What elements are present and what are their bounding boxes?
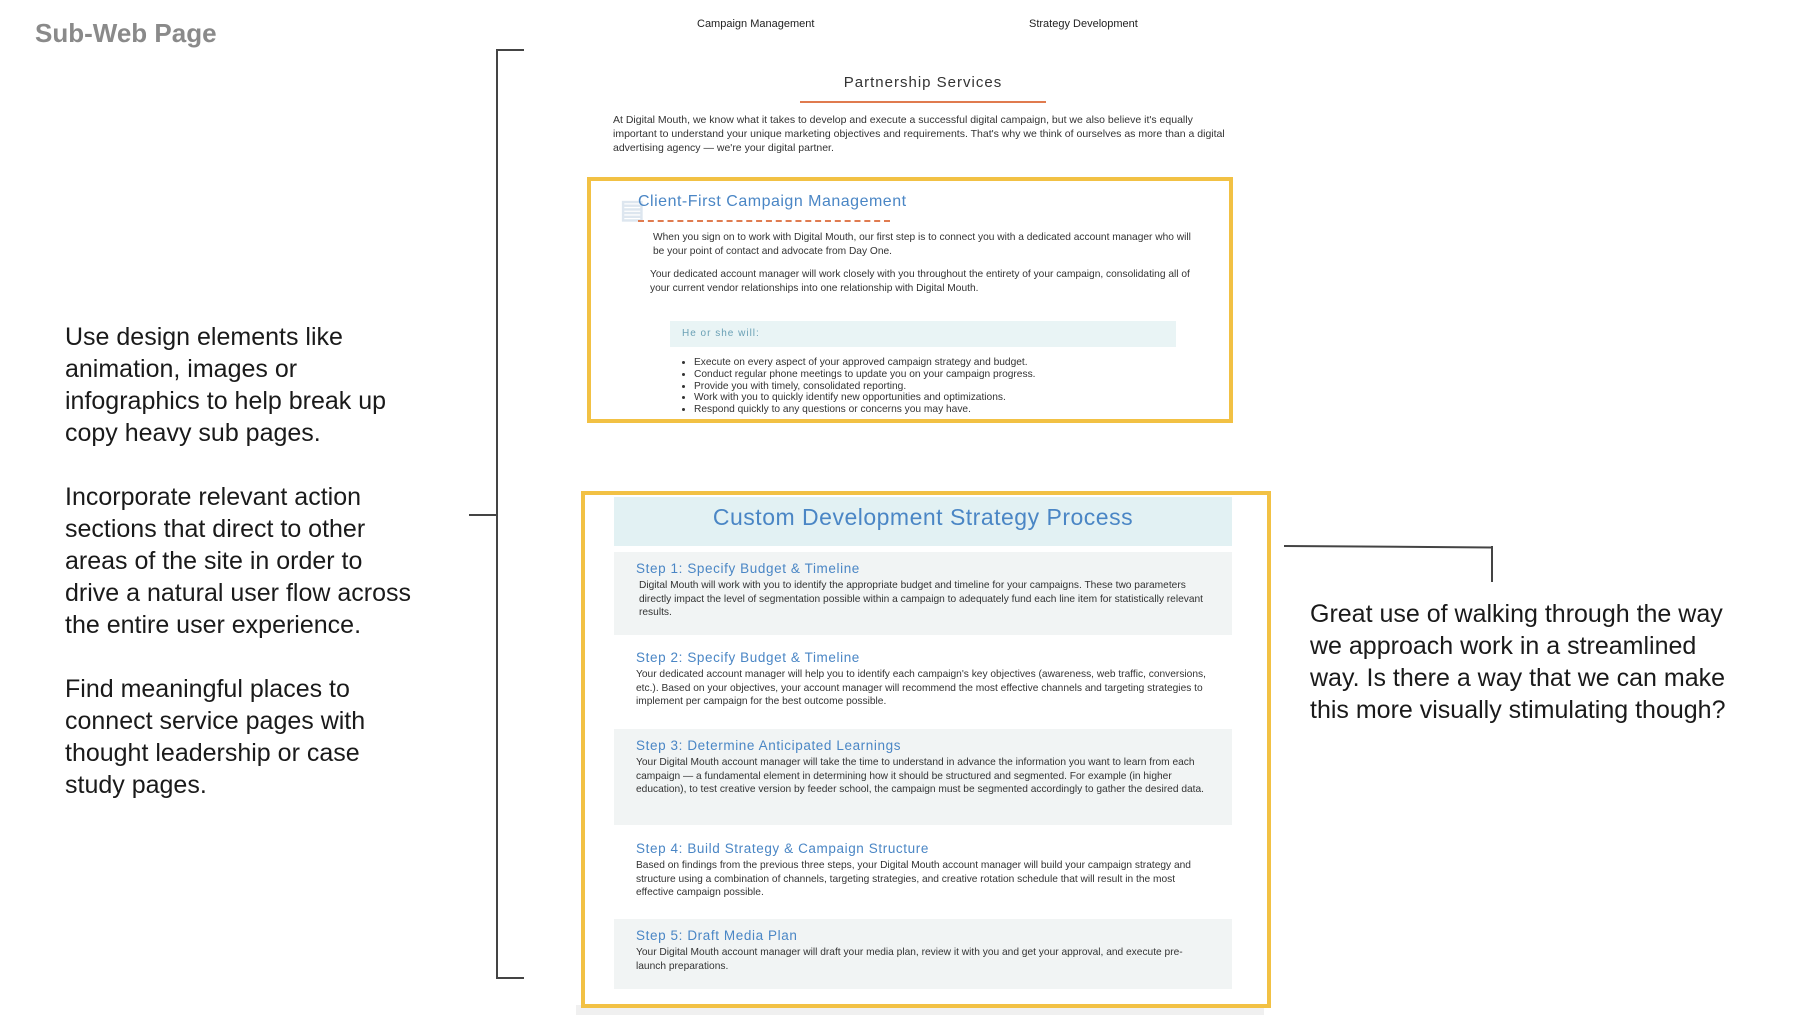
list-item: • Respond quickly to any questions or concerns you may have. [694, 404, 1036, 416]
campaign-section-title: Client-First Campaign Management [638, 193, 907, 210]
step-title: Step 1: Specify Budget & Timeline [636, 561, 860, 576]
step-text: Your Digital Mouth account manager will take the time to understand in advance the information you want to learn from each campaign — a fundamental element in determining how it should be structured and segmented. For example (in higher education), to test creative version by feeder school, the campaign must be segmented accordingly to gather the desired data. [636, 757, 1204, 795]
strategy-step [614, 729, 1232, 825]
list-item: • Work with you to quickly identify new opportunities and optimizations. [694, 392, 1036, 404]
left-note: Find meaningful places to connect service pages with thought leadership or case study pages. [65, 675, 366, 799]
list-item: • Provide you with timely, consolidated reporting. [694, 381, 1036, 393]
strategy-step [614, 552, 1232, 635]
campaign-paragraph: When you sign on to work with Digital Mouth, our first step is to connect you with a dedicated account manager who will be your point of contact and advocate from Day One. [653, 232, 1191, 257]
partnership-intro: At Digital Mouth, we know what it takes to develop and execute a successful digital campaign, but we also believe it's equally important to understand your unique marketing objectives and requirements. That's why we think of ourselves as more than a digital advertising agency — we're your digital partner. [613, 114, 1225, 154]
step-title: Step 3: Determine Anticipated Learnings [636, 738, 902, 753]
page-title: Sub-Web Page [35, 18, 217, 48]
connector-line [1284, 545, 1492, 548]
step-text: Your Digital Mouth account manager will draft your media plan, review it with you and get your approval, and execute pre-launch preparations. [636, 947, 1183, 972]
partnership-title [800, 74, 1046, 92]
left-notes [65, 321, 485, 833]
strategy-step [614, 919, 1232, 989]
step-text: Based on findings from the previous three steps, your Digital Mouth account manager will build your campaign strategy and structure using a combination of channels, targeting strategies, and creative rotation schedule that will result in the most effective campaign possible. [636, 860, 1191, 898]
left-note: Use design elements like animation, images or infographics to help break up copy heavy sub pages. [65, 323, 387, 447]
campaign-bullet-list [672, 357, 1036, 416]
step-title: Step 2: Specify Budget & Timeline [636, 650, 860, 665]
campaign-paragraph: Your dedicated account manager will work closely with you throughout the entirety of your campaign, consolidating all of your current vendor relationships into one relationship with Digital Mouth. [650, 269, 1190, 294]
strategy-step [614, 832, 1232, 916]
connector-drop [1491, 546, 1493, 582]
strategy-section-title: Custom Development Strategy Process [712, 504, 1134, 530]
bracket-top [496, 49, 524, 51]
left-note: Incorporate relevant action sections that direct to other areas of the site in order to drive a natural user flow across the entire user experience. [65, 483, 411, 639]
nav-link-campaign-management[interactable]: Campaign Management [697, 18, 815, 30]
partnership-underline [800, 101, 1046, 103]
list-item: • Conduct regular phone meetings to update you on your campaign progress. [694, 369, 1036, 381]
bracket-pointer [469, 514, 497, 516]
step-text: Digital Mouth will work with you to identify the appropriate budget and timeline for your campaigns. These two parameters directly impact the level of segmentation possible within a campaign to adequately fund each line item for statistically relevant results. [639, 580, 1204, 618]
step-text: Your dedicated account manager will help you to identify each campaign's key objectives (awareness, web traffic, conversions, etc.). Based on your objectives, your account manager will recommend the most effective channels and targeting strategies to implement per campaign for the best outcome possible. [636, 669, 1206, 707]
callout-text: He or she will: [682, 328, 760, 339]
campaign-title-underline [638, 220, 890, 222]
list-item: • Execute on every aspect of your approved campaign strategy and budget. [694, 357, 1036, 369]
step-title: Step 4: Build Strategy & Campaign Structure [636, 841, 929, 856]
bullhorn-icon: ▤ [620, 194, 645, 224]
partnership-title-text: Partnership Services [843, 74, 1003, 91]
bracket-bottom [496, 977, 524, 979]
strategy-step [614, 641, 1232, 724]
step-title: Step 5: Draft Media Plan [636, 928, 798, 943]
nav-link-strategy-development[interactable]: Strategy Development [1029, 18, 1138, 30]
right-note: Great use of walking through the way we approach work in a streamlined way. Is there a way that we can make this more visually stimulating though? [1310, 600, 1726, 724]
